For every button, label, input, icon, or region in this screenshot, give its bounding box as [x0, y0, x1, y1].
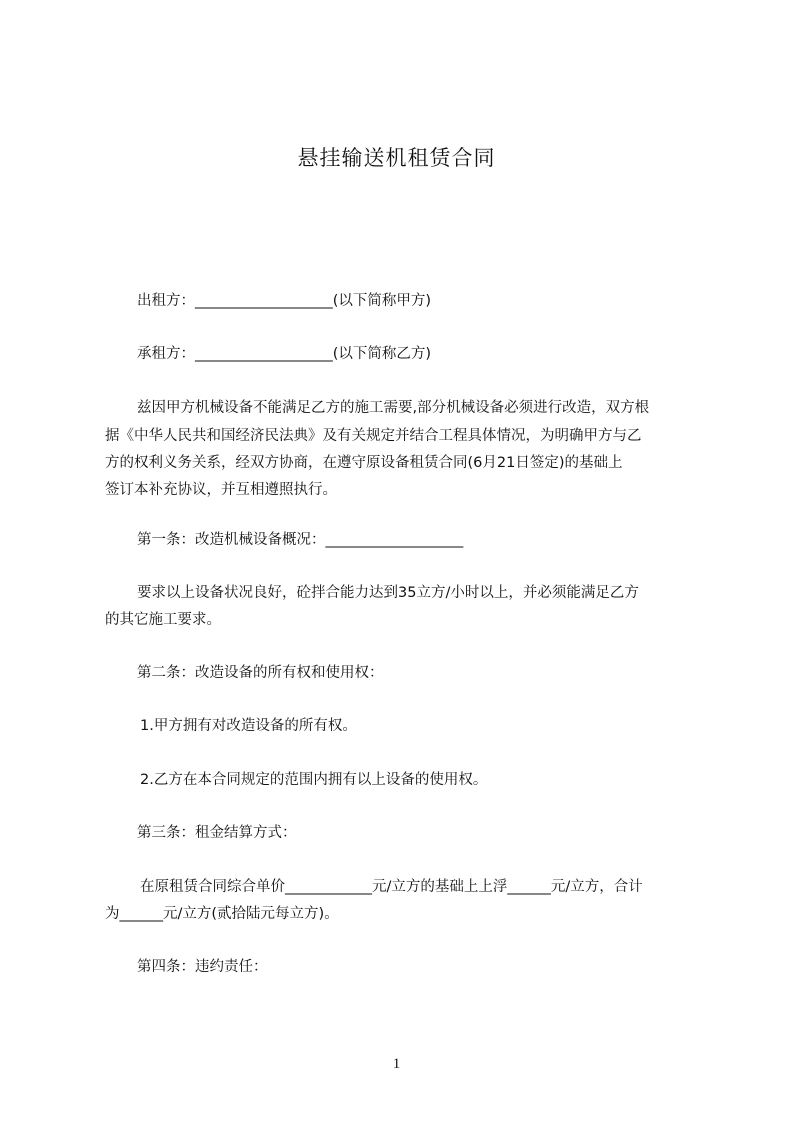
lessor-line: 出租方：___________________(以下简称甲方) — [137, 293, 432, 309]
article2-item-2: 2.乙方在本合同规定的范围内拥有以上设备的使用权。 — [140, 772, 488, 788]
preamble-line-4: 签订本补充协议，并互相遵照执行。 — [105, 482, 337, 498]
preamble-line-2: 据《中华人民共和国经济民法典》及有关规定并结合工程具体情况，为明确甲方与乙 — [105, 428, 642, 444]
article3-heading: 第三条：租金结算方式： — [137, 825, 297, 841]
preamble-line-1: 兹因甲方机械设备不能满足乙方的施工需要,部分机械设备必须进行改造，双方根 — [137, 400, 650, 416]
article1-body-line-1: 要求以上设备状况良好，砼拌合能力达到35立方/小时以上，并必须能满足乙方 — [137, 585, 639, 601]
article2-item-1: 1.甲方拥有对改造设备的所有权。 — [140, 718, 357, 734]
preamble-line-3: 方的权利义务关系，经双方协商，在遵守原设备租赁合同(6月21日签定)的基础上 — [105, 455, 623, 471]
article3-body-line-1: 在原租赁合同综合单价____________元/立方的基础上上浮______元/立方，合计 — [140, 879, 643, 895]
page-number: 1 — [392, 1056, 401, 1072]
article3-body-line-2: 为______元/立方(贰拾陆元每立方)。 — [105, 906, 339, 922]
article2-heading: 第二条：改造设备的所有权和使用权： — [137, 665, 384, 681]
article1-body-line-2: 的其它施工要求。 — [105, 612, 221, 628]
page-title: 悬挂输送机租赁合同 — [297, 146, 496, 170]
article1-heading: 第一条：改造机械设备概况：___________________ — [137, 532, 464, 548]
article4-heading: 第四条：违约责任： — [137, 959, 268, 975]
lessee-line: 承租方：___________________(以下简称乙方) — [137, 346, 432, 362]
